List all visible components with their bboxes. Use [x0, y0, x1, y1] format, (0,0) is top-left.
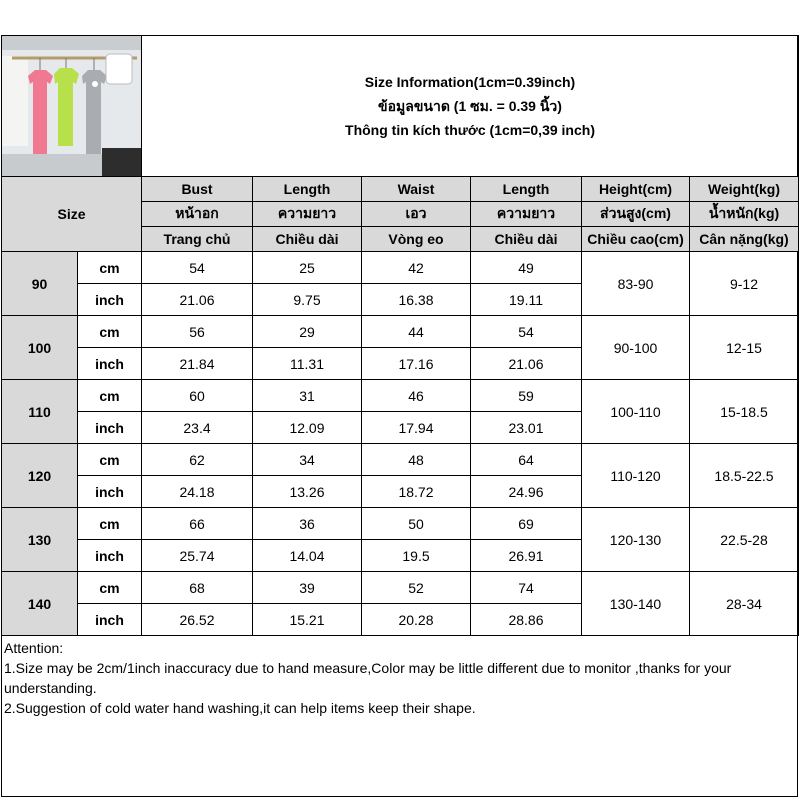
- unit-label: inch: [78, 476, 142, 508]
- measurement-value: 54: [142, 252, 253, 284]
- column-header-4-line-0: Height(cm): [582, 177, 690, 202]
- unit-label: cm: [78, 508, 142, 540]
- measurement-value: 31: [253, 380, 362, 412]
- measurement-value: 15.21: [253, 604, 362, 636]
- column-header-4-line-1: ส่วนสูง(cm): [582, 202, 690, 227]
- measurement-value: 42: [362, 252, 471, 284]
- measurement-value: 49: [471, 252, 582, 284]
- measurement-value: 60: [142, 380, 253, 412]
- measurement-value: 18.72: [362, 476, 471, 508]
- unit-label: cm: [78, 380, 142, 412]
- measurement-value: 64: [471, 444, 582, 476]
- size-column-header: Size: [2, 177, 142, 252]
- unit-label: inch: [78, 412, 142, 444]
- measurement-value: 50: [362, 508, 471, 540]
- measurement-value: 13.26: [253, 476, 362, 508]
- unit-label: inch: [78, 604, 142, 636]
- height-range: 83-90: [582, 252, 690, 316]
- height-range: 100-110: [582, 380, 690, 444]
- column-header-4-line-2: Chiều cao(cm): [582, 227, 690, 252]
- size-label: 110: [2, 380, 78, 444]
- column-header-0-line-2: Trang chủ: [142, 227, 253, 252]
- measurement-value: 26.91: [471, 540, 582, 572]
- title-thai: ข้อมูลขนาด (1 ซม. = 0.39 นิ้ว): [378, 98, 562, 114]
- measurement-value: 21.06: [142, 284, 253, 316]
- attention-line-1: 1.Size may be 2cm/1inch inaccuracy due to hand measure,Color may be little different due to monitor ,thanks for your understanding.: [4, 660, 732, 696]
- measurement-value: 21.84: [142, 348, 253, 380]
- attention-heading: Attention:: [4, 640, 64, 656]
- measurement-value: 14.04: [253, 540, 362, 572]
- measurement-value: 46: [362, 380, 471, 412]
- measurement-value: 54: [471, 316, 582, 348]
- measurement-value: 24.18: [142, 476, 253, 508]
- measurement-value: 23.01: [471, 412, 582, 444]
- column-header-3-line-2: Chiều dài: [471, 227, 582, 252]
- column-header-5-line-1: น้ำหนัก(kg): [690, 202, 799, 227]
- column-header-0-line-1: หน้าอก: [142, 202, 253, 227]
- measurement-value: 34: [253, 444, 362, 476]
- measurement-value: 62: [142, 444, 253, 476]
- measurement-value: 26.52: [142, 604, 253, 636]
- size-label: 120: [2, 444, 78, 508]
- measurement-value: 9.75: [253, 284, 362, 316]
- measurement-value: 28.86: [471, 604, 582, 636]
- measurement-value: 17.16: [362, 348, 471, 380]
- title-vietnamese: Thông tin kích thước (1cm=0,39 inch): [345, 122, 595, 138]
- measurement-value: 56: [142, 316, 253, 348]
- weight-range: 18.5-22.5: [690, 444, 799, 508]
- height-range: 120-130: [582, 508, 690, 572]
- measurement-value: 48: [362, 444, 471, 476]
- weight-range: 12-15: [690, 316, 799, 380]
- measurement-value: 21.06: [471, 348, 582, 380]
- measurement-value: 12.09: [253, 412, 362, 444]
- product-photo: [2, 36, 142, 177]
- measurement-value: 25: [253, 252, 362, 284]
- measurement-value: 66: [142, 508, 253, 540]
- measurement-value: 29: [253, 316, 362, 348]
- measurement-value: 20.28: [362, 604, 471, 636]
- column-header-2-line-0: Waist: [362, 177, 471, 202]
- column-header-3-line-0: Length: [471, 177, 582, 202]
- unit-label: inch: [78, 540, 142, 572]
- size-label: 130: [2, 508, 78, 572]
- measurement-value: 17.94: [362, 412, 471, 444]
- column-header-5-line-0: Weight(kg): [690, 177, 799, 202]
- title-english: Size Information(1cm=0.39inch): [364, 74, 576, 90]
- measurement-value: 23.4: [142, 412, 253, 444]
- measurement-value: 36: [253, 508, 362, 540]
- measurement-value: 24.96: [471, 476, 582, 508]
- size-label: 90: [2, 252, 78, 316]
- measurement-value: 69: [471, 508, 582, 540]
- column-header-1-line-2: Chiều dài: [253, 227, 362, 252]
- measurement-value: 59: [471, 380, 582, 412]
- measurement-value: 44: [362, 316, 471, 348]
- measurement-value: 11.31: [253, 348, 362, 380]
- product-photo-image: [2, 36, 141, 176]
- weight-range: 28-34: [690, 572, 799, 636]
- weight-range: 9-12: [690, 252, 799, 316]
- measurement-value: 52: [362, 572, 471, 604]
- unit-label: cm: [78, 316, 142, 348]
- table-row: [2, 508, 799, 540]
- column-header-2-line-1: เอว: [362, 202, 471, 227]
- unit-label: cm: [78, 252, 142, 284]
- column-header-3-line-1: ความยาว: [471, 202, 582, 227]
- measurement-value: 39: [253, 572, 362, 604]
- measurement-value: 68: [142, 572, 253, 604]
- table-row: [2, 572, 799, 604]
- weight-range: 15-18.5: [690, 380, 799, 444]
- attention-line-2: 2.Suggestion of cold water hand washing,it can help items keep their shape.: [4, 700, 476, 716]
- weight-range: 22.5-28: [690, 508, 799, 572]
- height-range: 110-120: [582, 444, 690, 508]
- size-table: [1, 35, 799, 636]
- table-row: [2, 444, 799, 476]
- measurement-value: 25.74: [142, 540, 253, 572]
- column-header-0-line-0: Bust: [142, 177, 253, 202]
- height-range: 90-100: [582, 316, 690, 380]
- column-header-2-line-2: Vòng eo: [362, 227, 471, 252]
- table-row: [2, 316, 799, 348]
- attention-notes: [4, 638, 794, 718]
- measurement-value: 19.11: [471, 284, 582, 316]
- table-row: [2, 380, 799, 412]
- unit-label: inch: [78, 284, 142, 316]
- column-header-5-line-2: Cân nặng(kg): [690, 227, 799, 252]
- measurement-value: 19.5: [362, 540, 471, 572]
- measurement-value: 16.38: [362, 284, 471, 316]
- unit-label: inch: [78, 348, 142, 380]
- column-header-1-line-1: ความยาว: [253, 202, 362, 227]
- table-row: [2, 252, 799, 284]
- height-range: 130-140: [582, 572, 690, 636]
- size-label: 140: [2, 572, 78, 636]
- measurement-value: 74: [471, 572, 582, 604]
- unit-label: cm: [78, 444, 142, 476]
- column-header-1-line-0: Length: [253, 177, 362, 202]
- size-label: 100: [2, 316, 78, 380]
- unit-label: cm: [78, 572, 142, 604]
- size-information-title: [142, 36, 799, 177]
